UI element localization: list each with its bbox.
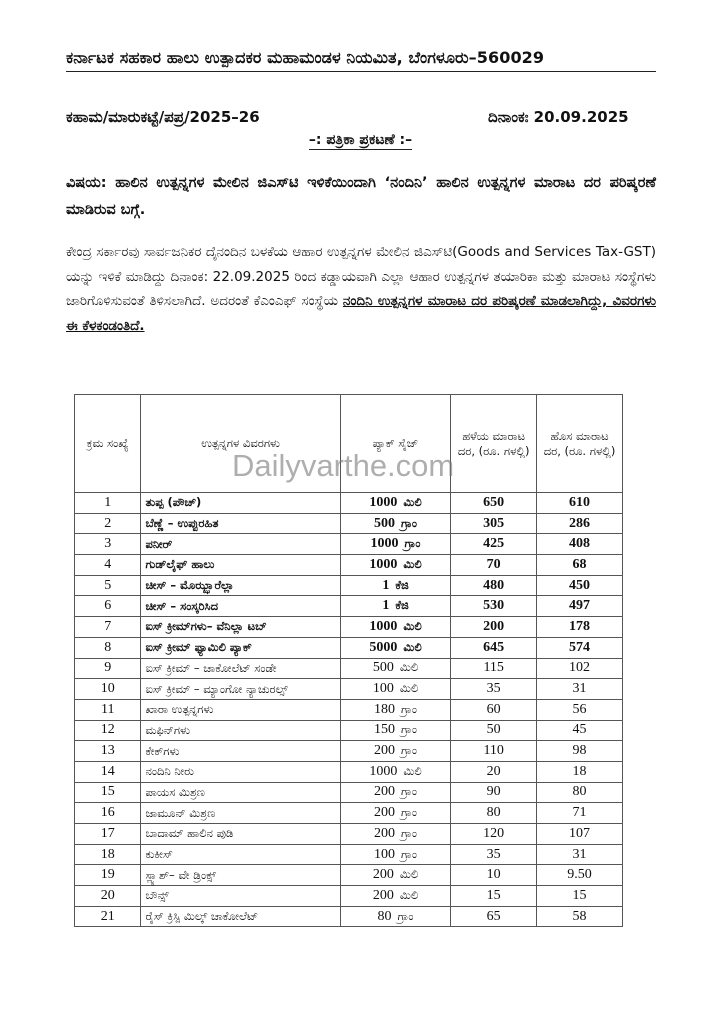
table-row <box>75 720 623 741</box>
pack-unit: ಗ್ರಾಂ <box>401 846 417 861</box>
pack-size <box>340 575 451 596</box>
pack-unit: ಮಿಲಿ <box>403 618 422 633</box>
table-row <box>75 617 623 638</box>
pack-quantity: 1 <box>382 598 390 614</box>
serial-number: 18 <box>75 844 141 865</box>
pack-size <box>340 617 451 638</box>
pack-size <box>340 741 451 762</box>
table-row <box>75 906 623 927</box>
pack-unit: ಗ್ರಾಂ <box>397 908 414 923</box>
product-name: ಕುಕೀಸ್ <box>141 844 340 865</box>
pack-unit: ಕೆಜಿ <box>395 598 409 613</box>
pack-size <box>340 865 451 886</box>
old-price: 60 <box>451 699 537 720</box>
new-price: 178 <box>537 617 623 638</box>
old-price: 120 <box>451 824 537 845</box>
new-price: 45 <box>537 720 623 741</box>
old-price: 20 <box>451 761 537 782</box>
pack-size <box>340 782 451 803</box>
old-price: 10 <box>451 865 537 886</box>
pack-quantity: 200 <box>374 784 396 800</box>
pack-size <box>340 699 451 720</box>
serial-number: 17 <box>75 824 141 845</box>
old-price: 70 <box>451 555 537 576</box>
pack-unit: ಗ್ರಾಂ <box>401 784 417 799</box>
pack-unit: ಮಿಲಿ <box>403 494 422 509</box>
new-price: 15 <box>537 886 623 907</box>
new-price: 18 <box>537 761 623 782</box>
table-row <box>75 555 623 576</box>
pack-quantity: 200 <box>374 825 396 841</box>
pack-quantity: 1000 <box>370 536 399 552</box>
new-price: 497 <box>537 596 623 617</box>
pack-quantity: 5000 <box>369 639 398 655</box>
header-old-price: ಹಳೆಯ ಮಾರಾಟ ದರ, (ರೂ. ಗಳಲ್ಲಿ) <box>451 395 537 493</box>
old-price: 530 <box>451 596 537 617</box>
serial-number: 7 <box>75 617 141 638</box>
pack-unit: ಮಿಲಿ <box>399 681 419 696</box>
pack-unit: ಮಿಲಿ <box>403 639 422 654</box>
product-name: ಚೀಸ್ – ಮೊಝ್ಝಾರೆಲ್ಲಾ <box>141 575 340 596</box>
table-row <box>75 575 623 596</box>
pack-unit: ಮಿಲಿ <box>399 660 419 675</box>
pack-unit: ಗ್ರಾಂ <box>401 722 417 737</box>
product-name: ಪಾಯಸ ಮಿಶ್ರಣ <box>141 782 340 803</box>
header-product: ಉತ್ಪನ್ನಗಳ ವಿವರಗಳು <box>141 395 340 493</box>
product-name: ನಂದಿನಿ ನೀರು <box>141 761 340 782</box>
table-row <box>75 699 623 720</box>
pack-quantity: 200 <box>372 887 394 903</box>
new-price: 56 <box>537 699 623 720</box>
pack-size <box>340 679 451 700</box>
product-name: ಬೆಣ್ಣೆ – ಉಪ್ಪುರಹಿತ <box>141 513 340 534</box>
serial-number: 15 <box>75 782 141 803</box>
product-name: ರೈಸ್ ಕ್ರಿಸ್ಪಿ ಮಿಲ್ಕ್ ಚಾಕೋಲೆಟ್ <box>141 906 340 927</box>
product-name: ತುಪ್ಪ (ಪೌಚ್) <box>141 493 340 514</box>
press-release-heading <box>0 132 721 148</box>
old-price: 50 <box>451 720 537 741</box>
serial-number: 21 <box>75 906 141 927</box>
old-price: 35 <box>451 679 537 700</box>
table-row <box>75 844 623 865</box>
pack-size <box>340 658 451 679</box>
product-name: ಪನೀರ್ <box>141 534 340 555</box>
product-name: ಮಫಿನ್‌ಗಳು <box>141 720 340 741</box>
pack-unit: ಗ್ರಾಂ <box>401 825 417 840</box>
new-price: 610 <box>537 493 623 514</box>
product-name: ಸ್ಲ್ಯಾಶ್– ವೇ ಡ್ರಿಂಕ್ಸ್ <box>141 865 340 886</box>
old-price: 110 <box>451 741 537 762</box>
table-row <box>75 493 623 514</box>
old-price: 305 <box>451 513 537 534</box>
pack-size <box>340 637 451 658</box>
pack-quantity: 80 <box>377 908 392 924</box>
table-row <box>75 761 623 782</box>
pack-quantity: 1000 <box>369 618 398 634</box>
new-price: 31 <box>537 679 623 700</box>
new-price: 9.50 <box>537 865 623 886</box>
pack-quantity: 180 <box>374 701 396 717</box>
pack-size <box>340 824 451 845</box>
old-price: 90 <box>451 782 537 803</box>
serial-number: 19 <box>75 865 141 886</box>
body-paragraph <box>66 240 656 338</box>
product-name: ಗುಡ್‌ಲೈಫ್ ಹಾಲು <box>141 555 340 576</box>
old-price: 650 <box>451 493 537 514</box>
pack-size <box>340 803 451 824</box>
pack-size <box>340 886 451 907</box>
product-name: ಬಾದಾಮ್ ಹಾಲಿನ ಪುಡಿ <box>141 824 340 845</box>
new-price: 574 <box>537 637 623 658</box>
serial-number: 11 <box>75 699 141 720</box>
product-name: ಚೀಸ್ – ಸಂಸ್ಕರಿಸಿದ <box>141 596 340 617</box>
new-price: 102 <box>537 658 623 679</box>
pack-quantity: 200 <box>374 805 396 821</box>
table-row <box>75 803 623 824</box>
table-row <box>75 658 623 679</box>
new-price: 58 <box>537 906 623 927</box>
pack-quantity: 200 <box>374 743 396 759</box>
product-name: ಐಸ್ ಕ್ರೀಮ್‌ಗಳು– ವೆನಿಲ್ಲಾ ಟಬ್ <box>141 617 340 638</box>
pack-size <box>340 906 451 927</box>
serial-number: 8 <box>75 637 141 658</box>
reference-number: ಕಹಾಮ/ಮಾರುಕಟ್ಟೆ/ಪಪ್ರ/2025–26 <box>66 108 260 126</box>
serial-number: 3 <box>75 534 141 555</box>
pack-quantity: 1000 <box>369 556 398 572</box>
new-price: 68 <box>537 555 623 576</box>
new-price: 80 <box>537 782 623 803</box>
product-name: ಕೇಕ್‌ಗಳು <box>141 741 340 762</box>
body-underlined-text: ನಂದಿನಿ ಉತ್ಪನ್ನಗಳ ಮಾರಾಟ ದರ ಪರಿಷ್ಕರಣೆ ಮಾಡಲಾಗಿದ್ದು, ವಿವರಗಳು ಈ ಕೆಳಕಂಡಂತಿದೆ. <box>66 293 656 334</box>
serial-number: 13 <box>75 741 141 762</box>
pack-size <box>340 555 451 576</box>
product-name: ಐಸ್ ಕ್ರೀಮ್ – ಚಾಕೋಲೆಟ್ ಸಂಡೇ <box>141 658 340 679</box>
body-text: ಕೇಂದ್ರ ಸರ್ಕಾರವು ಸಾರ್ವಜನಿಕರ ದೈನಂದಿನ ಬಳಕೆಯ ಆಹಾರ ಉತ್ಪನ್ನಗಳ ಮೇಲಿನ ಜಿಎಸ್‌ಟಿ(Goods and Services Tax-GST) ಯನ್ನು ಇಳಿಕೆ ಮಾಡಿದ್ದು ದಿನಾಂಕ: 22.09.2025 ರಿಂದ ಕಡ್ಡಾಯವಾಗಿ ಎಲ್ಲಾ ಆಹಾರ ಉತ್ಪನ್ನಗಳ ತಯಾರಿಕಾ ಮತ್ತು ಮಾರಾಟ ಸಂಸ್ಥೆಗಳು ಜಾರಿಗೊಳಿಸುವಂತೆ ತಿಳಿಸಲಾಗಿದೆ. ಅದರಂತೆ ಕೆಎಂಎಫ್ ಸಂಸ್ಥೆಯ <box>66 244 656 309</box>
serial-number: 4 <box>75 555 141 576</box>
header-new-price: ಹೊಸ ಮಾರಾಟ ದರ, (ರೂ. ಗಳಲ್ಲಿ) <box>537 395 623 493</box>
new-price: 98 <box>537 741 623 762</box>
new-price: 450 <box>537 575 623 596</box>
pack-unit: ಮಿಲಿ <box>403 763 422 778</box>
pack-size <box>340 596 451 617</box>
old-price: 35 <box>451 844 537 865</box>
new-price: 71 <box>537 803 623 824</box>
organization-title: ಕರ್ನಾಟಕ ಸಹಕಾರ ಹಾಲು ಉತ್ಪಾದಕರ ಮಹಾಮಂಡಳ ನಿಯಮಿತ, ಬೆಂಗಳೂರು–560029 <box>66 48 656 72</box>
pack-quantity: 500 <box>374 515 396 531</box>
table-header-row <box>75 395 623 493</box>
pack-quantity: 150 <box>374 722 396 738</box>
pack-quantity: 500 <box>372 660 394 676</box>
table-row <box>75 865 623 886</box>
product-name: ಖಾರಾ ಉತ್ಪನ್ನಗಳು <box>141 699 340 720</box>
pack-unit: ಮಿಲಿ <box>399 887 419 902</box>
pack-unit: ಗ್ರಾಂ <box>401 701 417 716</box>
pack-size <box>340 513 451 534</box>
serial-number: 12 <box>75 720 141 741</box>
pack-size <box>340 493 451 514</box>
old-price: 425 <box>451 534 537 555</box>
new-price: 408 <box>537 534 623 555</box>
header-serial: ಕ್ರಮ ಸಂಖ್ಯೆ <box>75 395 141 493</box>
pack-size <box>340 534 451 555</box>
old-price: 645 <box>451 637 537 658</box>
pack-size <box>340 761 451 782</box>
price-revision-table <box>74 394 623 927</box>
serial-number: 10 <box>75 679 141 700</box>
new-price: 31 <box>537 844 623 865</box>
pack-size <box>340 844 451 865</box>
pack-quantity: 100 <box>372 681 394 697</box>
table-row <box>75 886 623 907</box>
serial-number: 9 <box>75 658 141 679</box>
serial-number: 5 <box>75 575 141 596</box>
pack-unit: ಕೆಜಿ <box>395 577 409 592</box>
watermark: Dailyvarthe.com <box>232 448 455 483</box>
new-price: 107 <box>537 824 623 845</box>
old-price: 200 <box>451 617 537 638</box>
table-row <box>75 741 623 762</box>
table-row <box>75 637 623 658</box>
serial-number: 20 <box>75 886 141 907</box>
serial-number: 16 <box>75 803 141 824</box>
product-name: ಐಸ್ ಕ್ರೀಮ್ – ಮ್ಯಾಂಗೋ ನ್ಯಾಚುರಲ್ಸ್ <box>141 679 340 700</box>
header-pack-size: ಪ್ಯಾಕ್ ಸೈಜ್ <box>340 395 451 493</box>
product-name: ಜಾಮೂನ್ ಮಿಶ್ರಣ <box>141 803 340 824</box>
table-row <box>75 596 623 617</box>
serial-number: 2 <box>75 513 141 534</box>
pack-unit: ಗ್ರಾಂ <box>404 536 421 551</box>
subject-line: ವಿಷಯ: ಹಾಲಿನ ಉತ್ಪನ್ನಗಳ ಮೇಲಿನ ಜಿಎಸ್‌ಟಿ ಇಳಿಕೆಯಿಂದಾಗಿ ‘ನಂದಿನಿ’ ಹಾಲಿನ ಉತ್ಪನ್ನಗಳ ಮಾರಾಟ ದರ ಪರಿಷ್ಕರಣೆ ಮಾಡಿರುವ ಬಗ್ಗೆ. <box>66 175 656 218</box>
pack-quantity: 1000 <box>369 494 398 510</box>
product-name: ಬೌನ್ಸ್ <box>141 886 340 907</box>
old-price: 115 <box>451 658 537 679</box>
pack-unit: ಗ್ರಾಂ <box>401 805 417 820</box>
pack-unit: ಮಿಲಿ <box>403 556 422 571</box>
document-date: ದಿನಾಂಕಃ 20.09.2025 <box>488 108 629 126</box>
old-price: 15 <box>451 886 537 907</box>
pack-unit: ಮಿಲಿ <box>399 867 419 882</box>
product-name: ಐಸ್ ಕ್ರೀಮ್ ಫ್ಯಾಮಿಲಿ ಪ್ಯಾಕ್ <box>141 637 340 658</box>
serial-number: 1 <box>75 493 141 514</box>
press-release-title: –: ಪತ್ರಿಕಾ ಪ್ರಕಟಣೆ :– <box>308 132 413 148</box>
pack-quantity: 200 <box>372 867 394 883</box>
pack-unit: ಗ್ರಾಂ <box>401 743 417 758</box>
table-body <box>75 493 623 927</box>
serial-number: 14 <box>75 761 141 782</box>
pack-quantity: 100 <box>374 846 396 862</box>
old-price: 65 <box>451 906 537 927</box>
pack-unit: ಗ್ರಾಂ <box>401 515 417 530</box>
old-price: 480 <box>451 575 537 596</box>
table-row <box>75 679 623 700</box>
new-price: 286 <box>537 513 623 534</box>
pack-size <box>340 720 451 741</box>
pack-quantity: 1 <box>382 577 390 593</box>
table-row <box>75 824 623 845</box>
serial-number: 6 <box>75 596 141 617</box>
table-row <box>75 513 623 534</box>
table-row <box>75 782 623 803</box>
pack-quantity: 1000 <box>369 763 398 779</box>
old-price: 80 <box>451 803 537 824</box>
table-row <box>75 534 623 555</box>
